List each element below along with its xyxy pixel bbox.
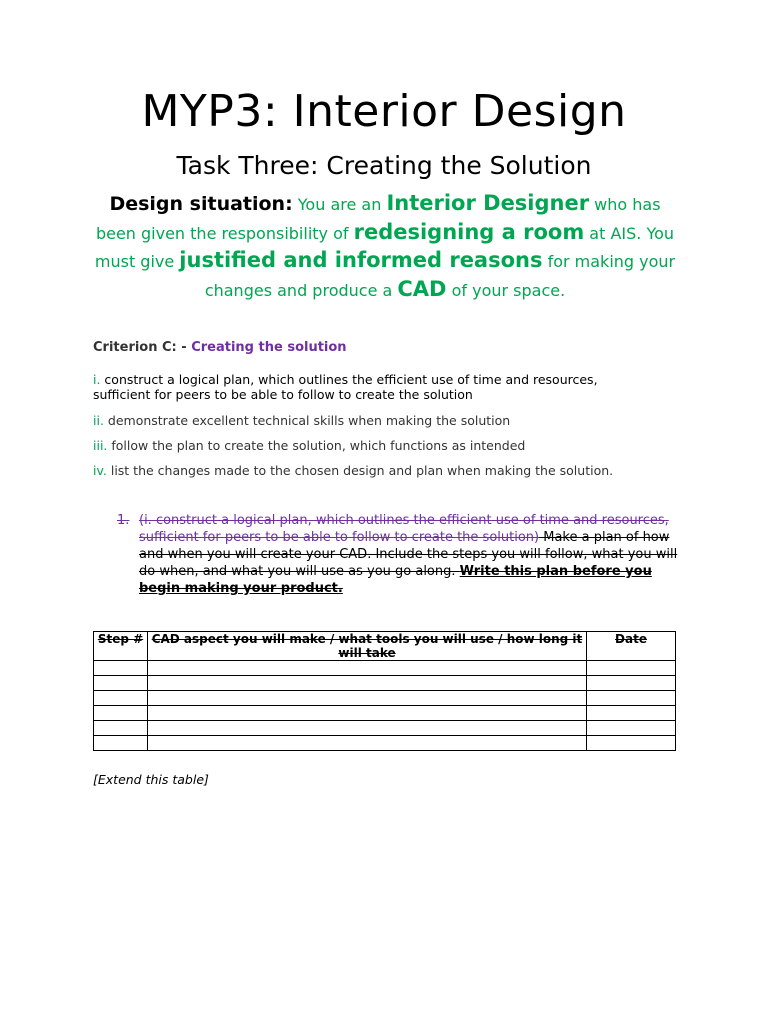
table-cell[interactable] <box>94 661 148 676</box>
table-cell[interactable] <box>587 721 676 736</box>
criterion-item-text: construct a logical plan, which outlines the efficient use of time and resources, sufficient for peers to be able to follow to create the solution <box>93 372 598 402</box>
situation-text: of your space. <box>446 280 566 300</box>
page-subtitle: Task Three: Creating the Solution <box>176 151 592 180</box>
table-cell[interactable] <box>94 676 148 691</box>
table-cell[interactable] <box>587 661 676 676</box>
table-row <box>94 691 676 706</box>
criterion-label: Criterion C: - <box>93 340 192 355</box>
table-cell[interactable] <box>587 706 676 721</box>
table-cell[interactable] <box>148 676 587 691</box>
table-cell[interactable] <box>94 691 148 706</box>
table-cell[interactable] <box>587 736 676 751</box>
table-cell[interactable] <box>148 706 587 721</box>
table-row <box>94 661 676 676</box>
extend-table-note: [Extend this table] <box>93 772 209 787</box>
table-cell[interactable] <box>148 661 587 676</box>
situation-text: for making your changes and produce a <box>204 252 676 300</box>
table-row <box>94 706 676 721</box>
plan-table <box>93 631 676 751</box>
column-header-cad-aspect: CAD aspect you will make / what tools you will use / how long it will take <box>148 632 587 661</box>
criterion-item <box>93 372 653 402</box>
situation-emphasis: justified and informed reasons <box>179 248 543 272</box>
criterion-title: Creating the solution <box>191 340 347 355</box>
table-cell[interactable] <box>94 736 148 751</box>
task-plain-text: Make a plan of how and when you will create your CAD. Include the steps you will follow, what you will do when, and what you will use as you go along. <box>139 530 678 579</box>
situation-text: who has been given the responsibility of <box>95 195 661 243</box>
table-cell[interactable] <box>148 736 587 751</box>
situation-text: at AIS. You must give <box>94 223 675 271</box>
criterion-item-number: ii. <box>93 413 104 428</box>
criterion-item-number: iii. <box>93 438 108 453</box>
page-title: MYP3: Interior Design <box>141 86 627 137</box>
table-row <box>94 736 676 751</box>
table-row <box>94 721 676 736</box>
situation-emphasis: Interior Designer <box>386 191 590 215</box>
criterion-item <box>93 438 653 453</box>
task-criterion-text: (i. construct a logical plan, which outlines the efficient use of time and resources, sufficient for peers to be able to follow to create the solution) <box>139 513 669 545</box>
task-bold-text: Write this plan before you begin making your product. <box>139 564 652 596</box>
table-header-row <box>94 632 676 661</box>
situation-emphasis: CAD <box>397 276 447 301</box>
design-situation <box>90 190 680 304</box>
table-row <box>94 676 676 691</box>
situation-text: You are an <box>292 195 387 214</box>
criterion-heading <box>93 340 347 356</box>
criterion-item-number: i. <box>93 372 101 387</box>
criterion-item <box>93 463 653 478</box>
table-cell[interactable] <box>587 676 676 691</box>
table-cell[interactable] <box>94 706 148 721</box>
column-header-date: Date <box>587 632 676 661</box>
criterion-item-text: demonstrate excellent technical skills when making the solution <box>103 413 511 428</box>
table-cell[interactable] <box>148 721 587 736</box>
design-situation-label: Design situation: <box>109 193 293 215</box>
table-cell[interactable] <box>587 691 676 706</box>
criterion-item-text: list the changes made to the chosen design and plan when making the solution. <box>106 463 614 478</box>
situation-emphasis: redesigning a room <box>353 219 585 244</box>
table-cell[interactable] <box>148 691 587 706</box>
criterion-item-text: follow the plan to create the solution, which functions as intended <box>107 438 526 453</box>
task-number: 1. <box>117 513 130 528</box>
criterion-item-number: iv. <box>93 463 107 478</box>
task-instruction <box>117 512 687 597</box>
column-header-step: Step # <box>94 632 148 661</box>
criterion-item <box>93 413 653 428</box>
table-cell[interactable] <box>94 721 148 736</box>
